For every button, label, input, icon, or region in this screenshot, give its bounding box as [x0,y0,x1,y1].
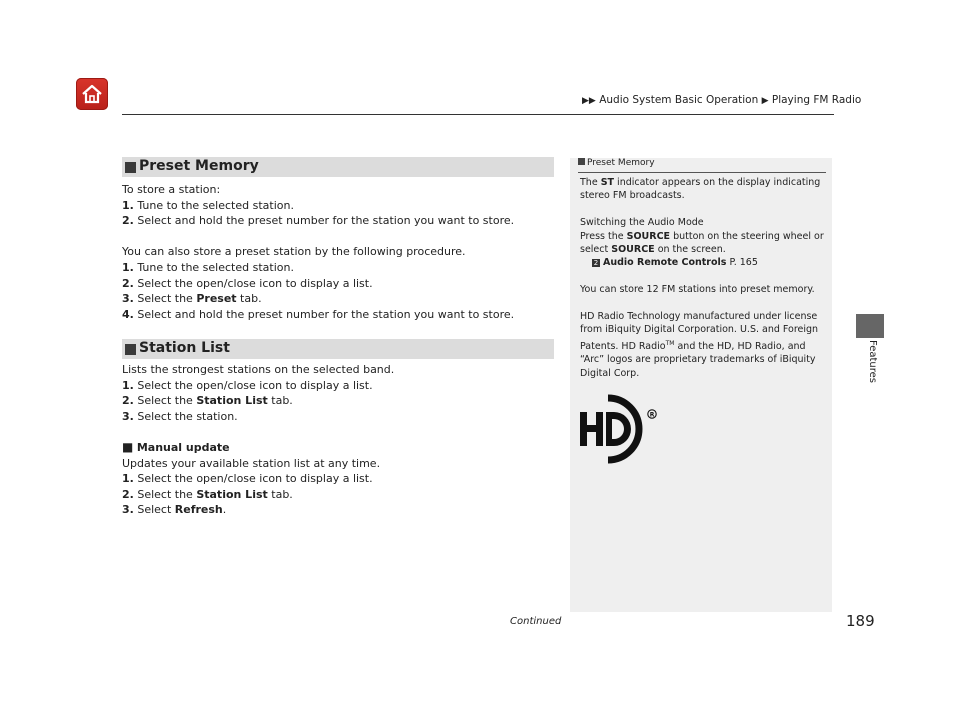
breadcrumb-arrow-icon: ▶ [761,96,769,106]
step: 4. Select and hold the preset number for the station you want to store. [122,307,515,321]
reference-arrow-icon: 2 [593,259,599,268]
side-tab-marker [856,314,884,338]
section-heading-station-list: Station List [122,339,554,359]
step: 1. Select the open/close icon to display a list. [122,378,373,392]
header-divider [122,114,834,115]
note-icon [578,158,585,165]
step: 3. Select the Preset tab. [122,292,262,306]
section-heading-preset-memory: Preset Memory [122,157,554,177]
home-icon [80,82,104,106]
preset-memory-body: To store a station: 1. Tune to the selected station. 2. Select and hold the preset number for the station you want to store. You can also store a preset station by the following procedure. 1. Tune to the selected station. 2. Select the open/close icon to display a list. 3. Select the Preset tab. 4. Select and hold the preset number for the station you want to store. [122,182,562,322]
step: 1. Select the open/close icon to display a list. [122,472,373,486]
side-tab-label: Features [867,340,878,383]
section-square-icon [125,162,136,173]
step: 2. Select and hold the preset number for the station you want to store. [122,214,515,228]
cross-reference-link[interactable]: 2 Audio Remote Controls P. 165 [593,257,758,269]
step: 1. Tune to the selected station. [122,198,294,212]
breadcrumb-item[interactable]: Audio System Basic Operation [599,94,759,106]
breadcrumb-arrow-icon: ▶▶ [582,96,596,106]
subheading-manual-update: ■ Manual update [122,439,230,454]
step: 3. Select the station. [122,409,238,423]
page-number: 189 [846,612,875,630]
step: 2. Select the Station List tab. [122,394,293,408]
step: 3. Select Refresh. [122,503,227,517]
step: 2. Select the Station List tab. [122,487,293,501]
breadcrumb-item[interactable]: Playing FM Radio [771,94,862,106]
station-list-body: Lists the strongest stations on the selected band. 1. Select the open/close icon to display a list. 2. Select the Station List tab. 3. Select the station. ■ Manual update Updates your available station list at any time. 1. Select the open/close icon to display a list. 2. Select the Station List tab. 3. Select Refresh. [122,362,562,518]
note-title: Preset Memory [578,158,655,168]
subheading-square-icon: ■ [122,439,134,454]
svg-text:R: R [649,411,655,419]
note-divider [578,172,826,173]
home-button[interactable] [76,78,108,110]
section-square-icon [125,344,136,355]
step: 2. Select the open/close icon to display a list. [122,276,373,290]
hd-radio-logo [578,392,660,464]
step: 1. Tune to the selected station. [122,260,294,274]
continued-label: Continued [510,616,562,627]
breadcrumb [582,94,861,106]
note-body: The ST indicator appears on the display indicating stereo FM broadcasts. Switching the Audio Mode Press the SOURCE button on the steering wheel or select SOURCE on the screen. 2 Audio Remote Controls P. 165 You can store 12 FM stations into preset memory. HD Radio Technology manufactured under license from iBiquity Digital Corporation. U.S. and Foreign Patents. HD Radio™ and the HD, HD Radio, and “Arc” logos are proprietary trademarks of iBiquity Digital Corp. [580,176,826,380]
